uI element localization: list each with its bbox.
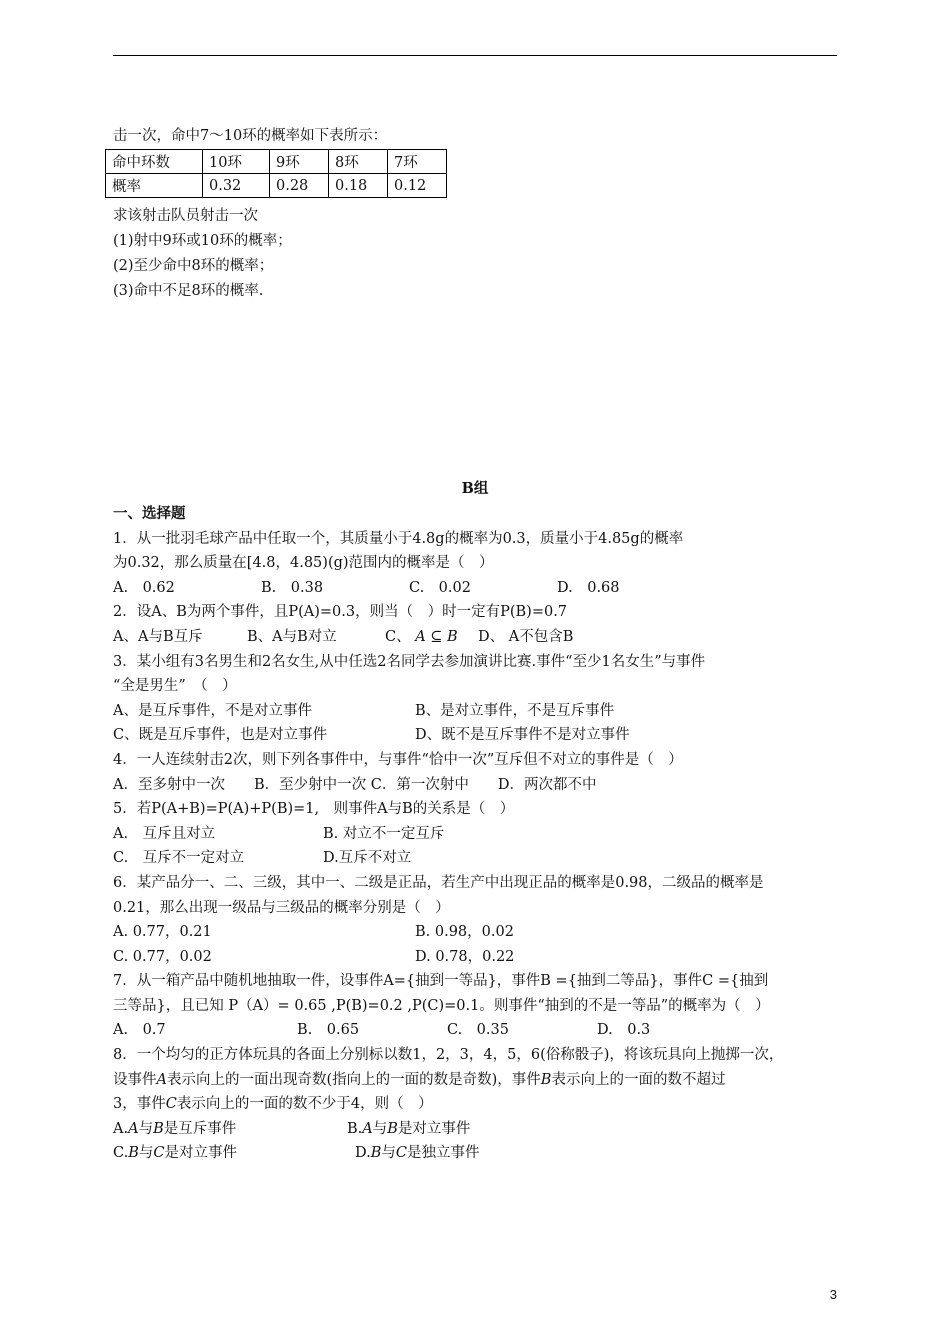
page-number: 3 — [829, 1287, 837, 1302]
option — [113, 1141, 237, 1166]
text-span: 表示向上的一面的数不超过 — [551, 1071, 726, 1088]
option: A、A与B互斥 — [113, 628, 203, 645]
option: A. 0.77，0.21 — [113, 924, 212, 941]
text-span: 与 — [372, 1120, 388, 1137]
option: D.互斥不对立 — [323, 850, 412, 867]
option: C. 互斥不一定对立 — [113, 850, 245, 867]
option: B. 0.98，0.02 — [415, 924, 514, 941]
text-span: 表示向上的一面的数不少于4，则（ ） — [176, 1096, 433, 1113]
question-line: 2．设A、B为两个事件，且P(A)=0.3，则当（ ）时一定有P(B)=0.7 — [113, 604, 568, 621]
option: A. 互斥且对立 — [113, 825, 216, 842]
option: A、是互斥事件，不是对立事件 — [113, 702, 312, 719]
event-variable: A — [128, 1120, 139, 1137]
option: D. 0.3 — [597, 1022, 651, 1039]
question-line: 6．某产品分一、二、三级，其中一、二级是正品，若生产中出现正品的概率是0.98，二级品的概率是 — [113, 874, 764, 891]
question-line: 4．一人连续射击2次，则下列各事件中，与事件“恰中一次”互斥但不对立的事件是（ ） — [113, 751, 683, 768]
text-span: B. — [347, 1120, 363, 1137]
event-variable: C — [165, 1096, 177, 1113]
text-span: 与 — [381, 1145, 396, 1162]
event-variable: C — [153, 1145, 165, 1162]
text-span: 与 — [138, 1145, 154, 1162]
option: C、既是互斥事件，也是对立事件 — [113, 727, 328, 744]
question-line: 8．一个均匀的正方体玩具的各面上分别标以数1，2，3，4，5，6(俗称骰子)，将该玩具向上抛掷一次， — [113, 1047, 784, 1064]
table-cell: 10环 — [203, 150, 270, 174]
table-cell: 概率 — [106, 174, 203, 198]
group-title: B组 — [461, 480, 489, 497]
option: B. 0.38 — [261, 579, 324, 596]
text-span: 是互斥事件 — [163, 1120, 237, 1137]
text-span: 设事件 — [113, 1071, 157, 1088]
option: D、 A不包含B — [478, 628, 574, 645]
header-rule — [113, 55, 837, 56]
question-line: 5．若P(A+B)=P(A)+P(B)=1, 则事件A与B的关系是（ ） — [113, 801, 515, 818]
options-row — [113, 699, 843, 724]
option: D. 0.68 — [557, 579, 620, 596]
event-variable: A — [156, 1071, 167, 1088]
option: D. 0.78，0.22 — [415, 948, 515, 965]
question-line: 三等品}，且已知 P（A）= 0.65 ,P(B)=0.2 ,P(C)=0.1。则事件“抽到的不是一等品”的概率为（ ） — [113, 997, 770, 1014]
text-span: 与 — [138, 1120, 154, 1137]
text-span: 是独立事件 — [406, 1145, 480, 1162]
event-variable: C — [395, 1145, 407, 1162]
options-row — [113, 1018, 843, 1043]
event-variable: B — [128, 1145, 139, 1162]
table-cell: 命中环数 — [106, 150, 203, 174]
questions-block — [113, 502, 843, 1166]
option: B. 0.65 — [297, 1022, 360, 1039]
text-span: A. — [113, 1120, 129, 1137]
options-row — [113, 625, 843, 650]
option: B. 对立不一定互斥 — [323, 825, 445, 842]
table-cell: 9环 — [270, 150, 329, 174]
text-span: D. — [355, 1145, 371, 1162]
table-cell: 7环 — [388, 150, 447, 174]
options-row — [113, 945, 843, 970]
question-line: 7．从一箱产品中随机地抽取一件，设事件A={抽到一等品}，事件B ={抽到二等品}，事件C ={抽到 — [113, 973, 769, 990]
options-row — [113, 576, 843, 601]
question-line — [113, 1092, 843, 1117]
event-variable: B — [387, 1120, 398, 1137]
text-span: C. — [113, 1145, 129, 1162]
option — [385, 625, 458, 650]
options-row — [113, 846, 843, 871]
options-row — [113, 1117, 843, 1142]
event-variable: B — [153, 1120, 164, 1137]
event-variable: A — [362, 1120, 373, 1137]
option — [355, 1141, 479, 1166]
question-ask: 求该射击队员射击一次 — [113, 208, 258, 224]
option-label: C、 — [385, 628, 411, 645]
text-span: 是对立事件 — [397, 1120, 471, 1137]
table-cell: 0.28 — [270, 174, 329, 198]
question-line: “全是男生” （ ） — [113, 678, 237, 695]
intro-text: 击一次，命中7～10环的概率如下表所示： — [113, 128, 388, 144]
text-span: 3，事件 — [113, 1096, 166, 1113]
option — [347, 1117, 470, 1142]
question-line: 1．从一批羽毛球产品中任取一个，其质量小于4.8g的概率为0.3，质量小于4.85g的概率 — [113, 530, 684, 547]
question-line: 0.21，那么出现一级品与三级品的概率分别是（ ） — [113, 899, 450, 916]
options-row — [113, 723, 843, 748]
text-span: 表示向上的一面出现奇数(指向上的一面的数是奇数)，事件 — [166, 1071, 541, 1088]
probability-table — [105, 149, 447, 198]
table-row — [106, 150, 447, 174]
math-expression: A ⊆ B — [415, 628, 458, 645]
table-cell: 8环 — [329, 150, 388, 174]
section-heading: 一、选择题 — [113, 505, 186, 522]
question-line: 为0.32，那么质量在[4.8，4.85)(g)范围内的概率是（ ） — [113, 555, 494, 572]
option: A. 0.7 — [113, 1022, 166, 1039]
event-variable: B — [370, 1145, 382, 1162]
sub-question: (1)射中9环或10环的概率； — [113, 233, 292, 249]
question-line — [113, 1068, 843, 1093]
option: B、A与B对立 — [247, 628, 337, 645]
options-row: A．至多射中一次 B．至少射中一次 C．第一次射中 D．两次都不中 — [113, 776, 597, 793]
option: A. 0.62 — [113, 579, 175, 596]
text-span: 是对立事件 — [164, 1145, 237, 1162]
sub-question: (3)命中不足8环的概率. — [113, 283, 264, 299]
option: C. 0.35 — [447, 1022, 509, 1039]
option: C. 0.77，0.02 — [113, 948, 212, 965]
question-line: 3．某小组有3名男生和2名女生,从中任选2名同学去参加演讲比赛.事件“至少1名女生”与事件 — [113, 653, 706, 670]
table-row — [106, 174, 447, 198]
sub-question: (2)至少命中8环的概率； — [113, 258, 274, 274]
table-cell: 0.18 — [329, 174, 388, 198]
event-variable: B — [540, 1071, 552, 1088]
table-cell: 0.12 — [388, 174, 447, 198]
option — [113, 1117, 236, 1142]
option: D、既不是互斥事件不是对立事件 — [415, 727, 630, 744]
table-cell: 0.32 — [203, 174, 270, 198]
options-row — [113, 822, 843, 847]
options-row — [113, 1141, 843, 1166]
option: B、是对立事件，不是互斥事件 — [415, 702, 615, 719]
options-row — [113, 920, 843, 945]
option: C. 0.02 — [409, 579, 471, 596]
